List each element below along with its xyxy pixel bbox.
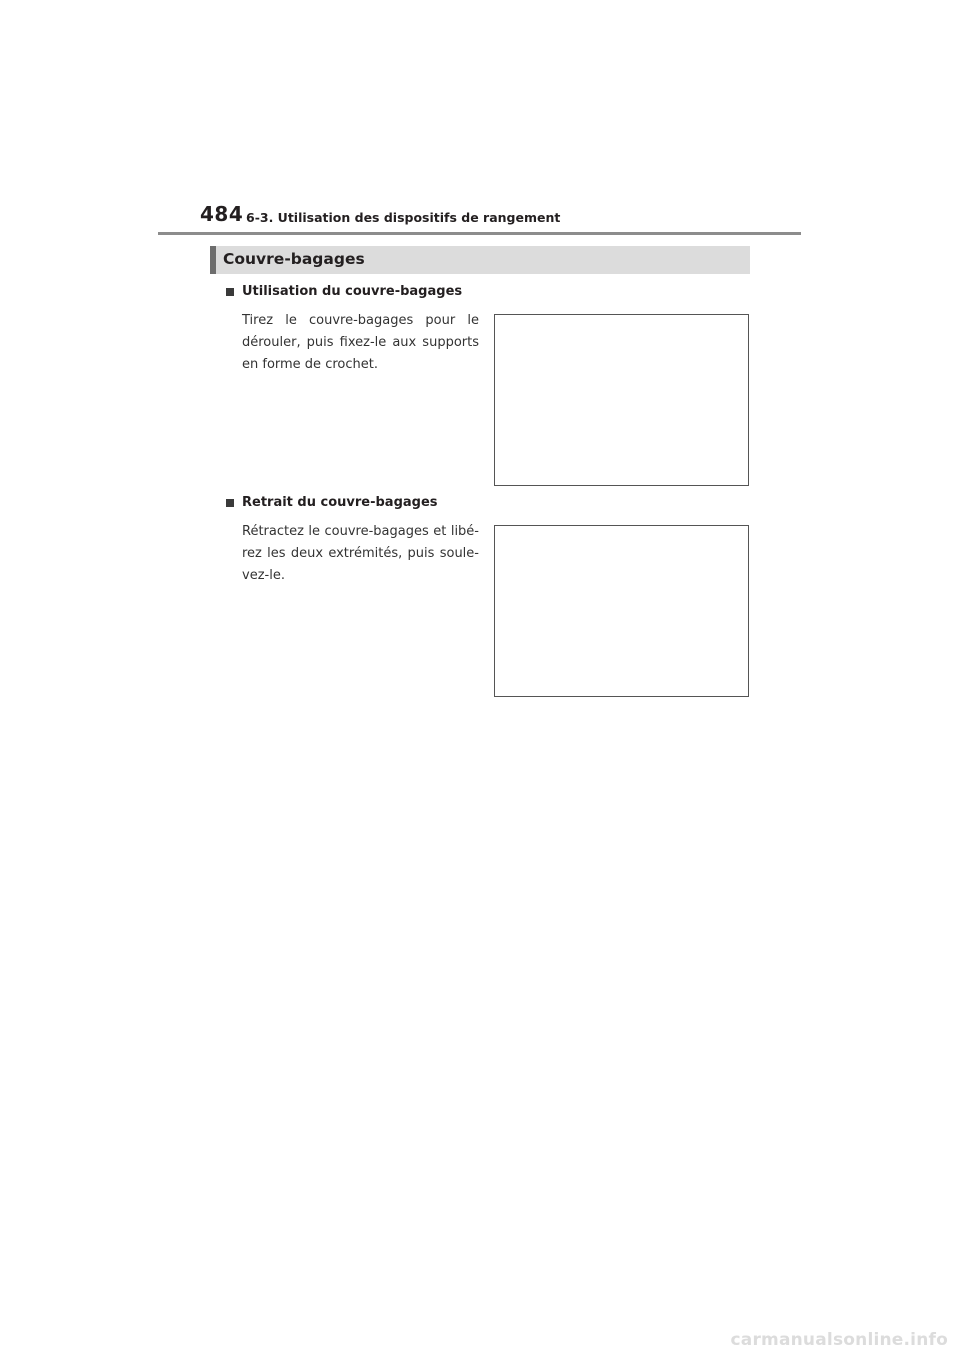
subsection-heading-label: Utilisation du couvre-bagages: [242, 284, 463, 299]
section-title: Couvre-bagages: [223, 250, 365, 268]
section-header-bar: [210, 246, 750, 274]
subsection-heading-removal: [226, 495, 438, 510]
section-bar-accent: [210, 246, 216, 274]
chapter-title: 6-3. Utilisation des dispositifs de rangement: [246, 210, 561, 225]
figure-placeholder-usage: [494, 314, 749, 486]
subsection-heading-usage: [226, 284, 462, 299]
square-bullet-icon: [226, 499, 234, 507]
square-bullet-icon: [226, 288, 234, 296]
figure-placeholder-removal: [494, 525, 749, 697]
page-number: 484: [200, 202, 244, 226]
subsection-text-removal: Rétractez le couvre-bagages et libé-rez les deux extrémités, puis soule-vez-le.: [242, 524, 479, 583]
subsection-heading-label: Retrait du couvre-bagages: [242, 495, 438, 510]
subsection-text-usage: Tirez le couvre-bagages pour le dérouler, puis fixez-le aux supports en forme de crochet.: [242, 313, 479, 372]
header-rule: [158, 232, 801, 235]
watermark: carmanualsonline.info: [730, 1330, 948, 1350]
